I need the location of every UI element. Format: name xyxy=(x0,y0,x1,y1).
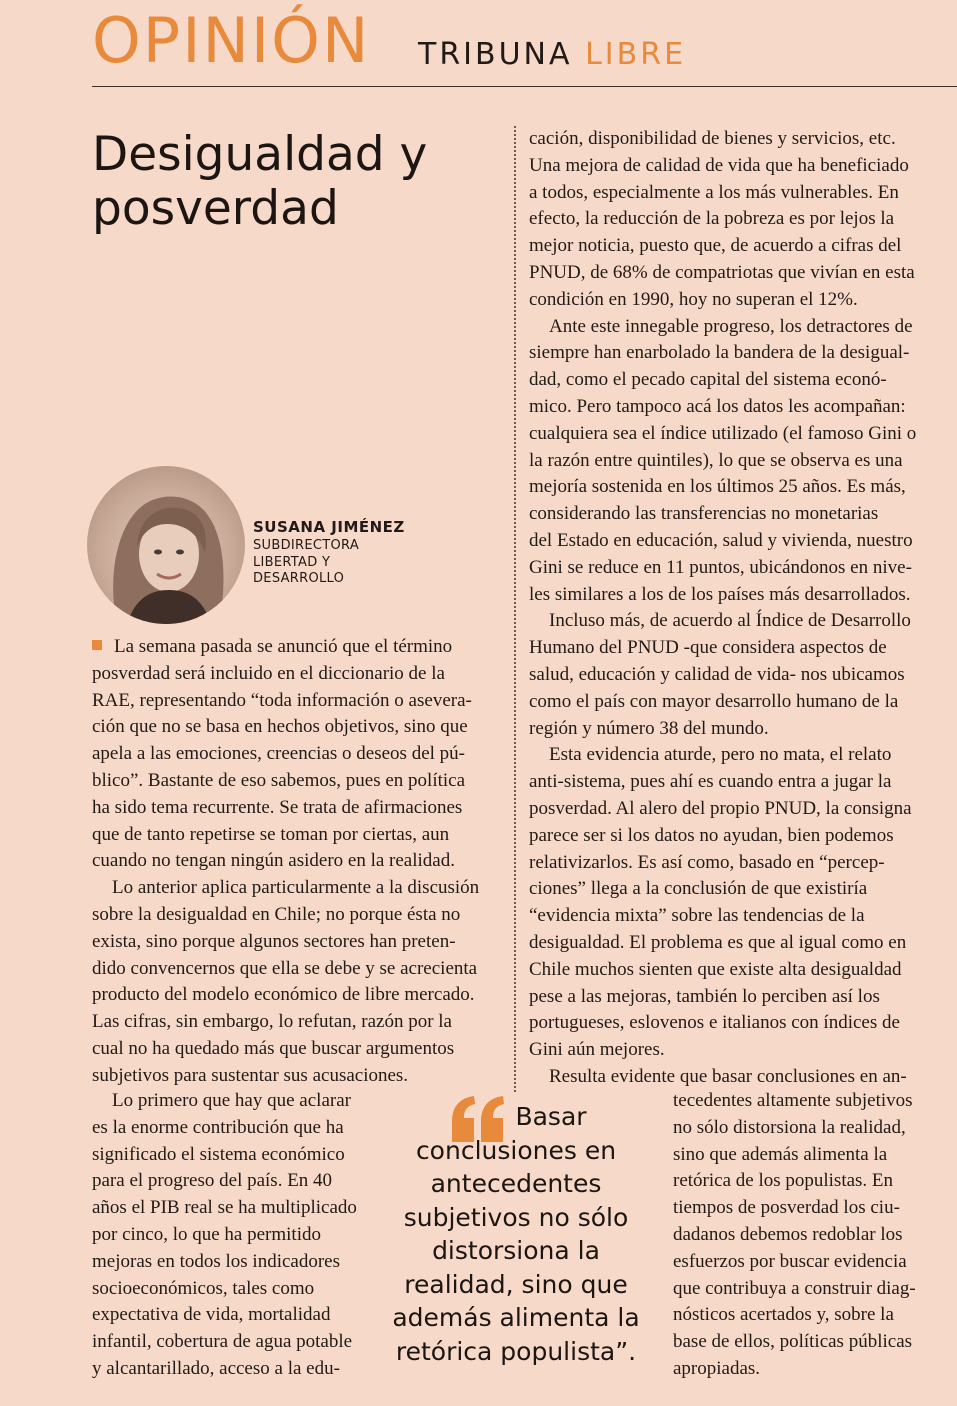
body-line: mico. Pero tampoco acá los datos les acompañan: xyxy=(529,395,906,417)
body-line: portugueses, eslovenos e italianos con índices de xyxy=(529,1012,900,1034)
body-line: es la enorme contribución que ha xyxy=(92,1116,344,1138)
body-line: salud, educación y calidad de vida- nos ubicamos xyxy=(529,663,905,685)
body-line: que de tanto repetirse se toman por ciertas, aun xyxy=(92,823,450,845)
body-line: relativizarlos. Es así como, basado en “percep- xyxy=(529,851,885,873)
body-line: desigualdad. El problema es que al igual como en xyxy=(529,931,907,953)
quote-line-3: antecedentes xyxy=(430,1169,602,1198)
section-title: OPINIÓN xyxy=(92,4,371,77)
body-line: Humano del PNUD -que considera aspectos de xyxy=(529,637,887,659)
body-line: Resulta evidente que basar conclusiones en an- xyxy=(549,1065,907,1087)
body-line: anti-sistema, pues ahí es cuando entra a jugar la xyxy=(529,771,892,793)
body-line: años el PIB real se ha multiplicado xyxy=(92,1197,357,1219)
author-portrait-icon xyxy=(87,466,245,624)
body-line: cuando no tengan ningún asidero en la realidad. xyxy=(92,850,455,872)
author-role-line-2: LIBERTAD Y xyxy=(253,554,331,570)
body-line: ha sido tema recurrente. Se trata de afirmaciones xyxy=(92,796,463,818)
body-line: como el país con mayor desarrollo humano de la xyxy=(529,690,899,712)
body-line: tiempos de posverdad los ciu- xyxy=(673,1197,900,1219)
quote-line-8: retórica populista”. xyxy=(395,1336,637,1366)
body-line: Chile muchos sienten que existe alta desigualdad xyxy=(529,958,902,980)
quote-line-7: además alimenta la xyxy=(392,1303,640,1332)
body-line: les similares a los de los países más desarrollados. xyxy=(529,583,911,605)
body-line: la razón entre quintiles), lo que se observa es una xyxy=(529,449,903,471)
body-line: Una mejora de calidad de vida que ha beneficiado xyxy=(529,154,909,176)
article-headline xyxy=(92,128,492,236)
body-line: dad, como el pecado capital del sistema econó- xyxy=(529,369,887,391)
body-line: significado el sistema económico xyxy=(92,1143,345,1165)
body-line: no sólo distorsiona la realidad, xyxy=(673,1116,906,1138)
body-line xyxy=(92,634,479,661)
body-line: expectativa de vida, mortalidad xyxy=(92,1304,331,1326)
body-line: cual no ha quedado más que buscar argumentos xyxy=(92,1037,455,1059)
author-role xyxy=(253,538,393,588)
body-line: pese a las mejoras, también lo perciben así los xyxy=(529,985,880,1007)
body-line: efecto, la reducción de la pobreza es por lejos la xyxy=(529,208,895,230)
body-line: Esta evidencia aturde, pero no mata, el relato xyxy=(549,744,892,766)
body-column-left-lower xyxy=(92,1088,357,1383)
headline-line-2: posverdad xyxy=(92,181,339,236)
body-line: para el progreso del país. En 40 xyxy=(92,1170,333,1192)
body-line: Las cifras, sin embargo, lo refutan, razón por la xyxy=(92,1011,452,1033)
body-line: región y número 38 del mundo. xyxy=(529,717,769,739)
body-line: dido convencernos que ella se debe y se acrecienta xyxy=(92,957,478,979)
body-line: del Estado en educación, salud y vivienda, nuestro xyxy=(529,529,913,551)
body-line: Gini se reduce en 11 puntos, ubicándonos en nive- xyxy=(529,556,912,578)
author-role-line-1: SUBDIRECTORA xyxy=(253,538,360,553)
body-line: siempre han enarbolado la bandera de la desigual- xyxy=(529,342,910,364)
body-line: posverdad será incluido en el diccionario de la xyxy=(92,662,445,684)
body-line: esfuerzos por buscar evidencia xyxy=(673,1250,907,1272)
body-line: PNUD, de 68% de compatriotas que vivían en esta xyxy=(529,261,915,283)
body-line: considerando las transferencias no monetarias xyxy=(529,503,879,525)
author-photo xyxy=(87,466,245,624)
quote-line-6: realidad, sino que xyxy=(404,1269,628,1299)
body-line: que contribuya a construir diag- xyxy=(673,1277,916,1299)
body-line: ción que no se basa en hechos objetivos, sino que xyxy=(92,716,468,738)
body-line: nósticos acertados y, sobre la xyxy=(673,1304,894,1326)
body-line: por cinco, lo que ha permitido xyxy=(92,1223,321,1245)
quote-line-1: Basar xyxy=(515,1102,587,1131)
body-line: producto del modelo económico de libre mercado. xyxy=(92,984,475,1006)
body-line: blico”. Bastante de eso sabemos, pues en política xyxy=(92,769,466,791)
body-line: “evidencia mixta” sobre las tendencias de la xyxy=(529,905,865,927)
body-line: Ante este innegable progreso, los detractores de xyxy=(549,315,913,337)
body-line: Incluso más, de acuerdo al Índice de Desarrollo xyxy=(549,610,911,632)
body-line: apela a las emociones, creencias o deseos del pú- xyxy=(92,743,465,765)
body-line: sino que además alimenta la xyxy=(673,1143,888,1165)
body-column-left xyxy=(92,634,479,1090)
body-line: y alcantarillado, acceso a la edu- xyxy=(92,1357,340,1379)
body-line: sobre la desigualdad en Chile; no porque ésta no xyxy=(92,903,461,925)
body-line: RAE, representando “toda información o asevera- xyxy=(92,689,472,711)
body-line: dadanos debemos redoblar los xyxy=(673,1223,903,1245)
body-line: subjetivos para sustentar sus acusaciones. xyxy=(92,1064,409,1086)
body-line: base de ellos, políticas públicas xyxy=(673,1331,913,1353)
body-column-right-lower xyxy=(673,1088,916,1383)
body-line: socioeconómicos, tales como xyxy=(92,1277,315,1299)
body-line: Lo anterior aplica particularmente a la discusión xyxy=(112,877,480,899)
body-line: cualquiera sea el índice utilizado (el famoso Gini o xyxy=(529,422,917,444)
body-line: Lo primero que hay que aclarar xyxy=(112,1090,351,1111)
body-line: ciones” llega a la conclusión de que existiría xyxy=(529,878,868,900)
headline-line-1: Desigualdad y xyxy=(92,127,428,182)
section-subtitle xyxy=(418,37,687,72)
body-line: mejoras en todos los indicadores xyxy=(92,1250,341,1272)
body-line: cación, disponibilidad de bienes y servicios, etc. xyxy=(529,128,896,149)
body-line: retórica de los populistas. En xyxy=(673,1170,894,1192)
paragraph-bullet-icon xyxy=(92,640,102,650)
body-line: mejor noticia, puesto que, de acuerdo a cifras del xyxy=(529,235,902,257)
body-line: mejoría sostenida en los últimos 25 años. Es más, xyxy=(529,476,906,498)
body-line: posverdad. Al alero del propio PNUD, la consigna xyxy=(529,797,912,819)
body-line: tecedentes altamente subjetivos xyxy=(673,1090,913,1111)
pull-quote xyxy=(388,1100,644,1368)
body-column-right xyxy=(529,126,916,1091)
author-name: SUSANA JIMÉNEZ xyxy=(253,518,405,536)
header-divider xyxy=(92,86,957,87)
subsection-tribuna: TRIBUNA xyxy=(418,37,573,72)
body-line: Gini aún mejores. xyxy=(529,1039,665,1061)
quote-line-2: conclusiones en xyxy=(415,1135,617,1165)
body-line: condición en 1990, hoy no superan el 12%. xyxy=(529,288,858,310)
quote-line-4: subjetivos no sólo xyxy=(403,1202,629,1232)
column-divider xyxy=(514,126,516,1092)
body-line: exista, sino porque algunos sectores han preten- xyxy=(92,930,456,952)
body-line: parece ser si los datos no ayudan, bien podemos xyxy=(529,824,894,846)
body-line: infantil, cobertura de agua potable xyxy=(92,1331,353,1353)
body-line-text: La semana pasada se anunció que el término xyxy=(114,636,453,657)
quote-line-5: distorsiona la xyxy=(432,1236,600,1265)
author-role-line-3: DESARROLLO xyxy=(253,571,345,586)
subsection-libre: LIBRE xyxy=(585,37,687,72)
body-line: apropiadas. xyxy=(673,1357,761,1379)
body-line: a todos, especialmente a los más vulnerables. En xyxy=(529,181,899,203)
